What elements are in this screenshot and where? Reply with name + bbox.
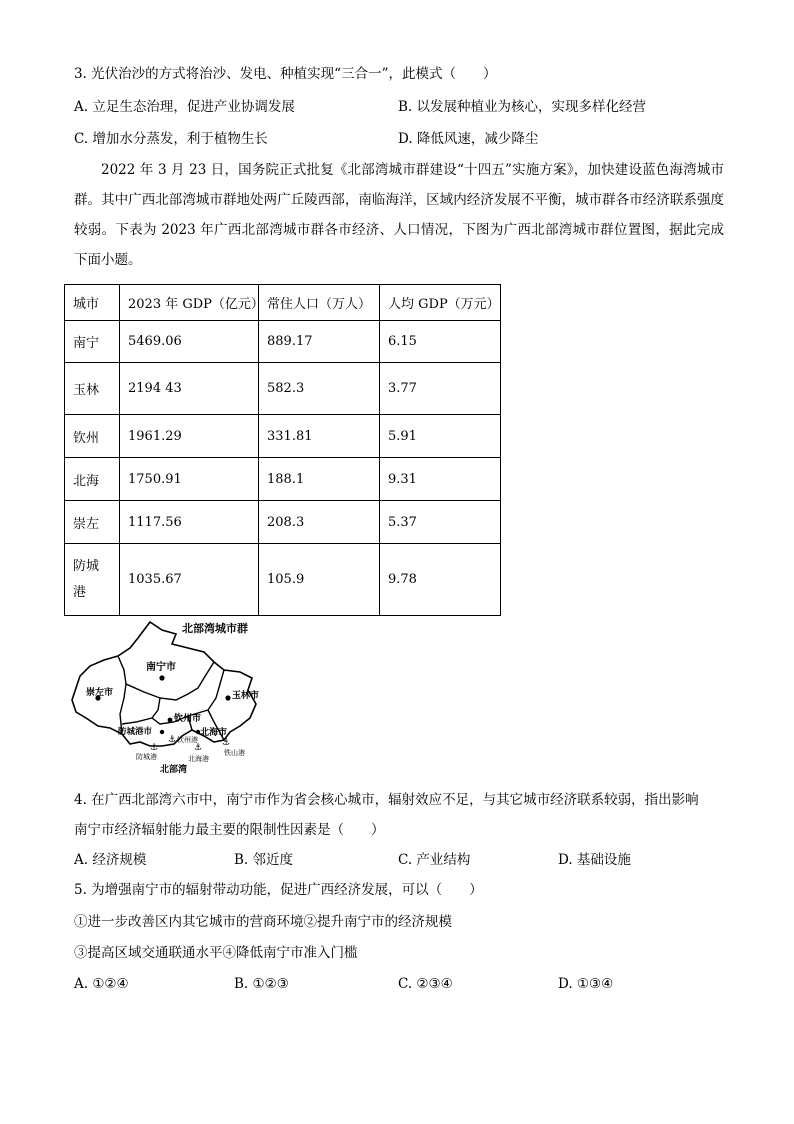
map-svg — [64, 618, 294, 776]
table-cell-gdp: 5469.06 — [120, 321, 259, 363]
intro-paragraph — [74, 155, 724, 275]
table-cell-city: 玉林 — [65, 363, 120, 415]
table-row — [65, 544, 501, 616]
label-beihai-port: 北海港 — [188, 755, 209, 763]
q3-option-b: B. 以发展种植业为核心，实现多样化经营 — [398, 99, 647, 115]
table-cell-per-capita: 9.78 — [380, 544, 501, 616]
table-cell-gdp: 1117.56 — [120, 501, 259, 544]
table-cell-per-capita: 5.37 — [380, 501, 501, 544]
table-cell-per-capita: 5.91 — [380, 415, 501, 458]
table-cell-city: 钦州 — [65, 415, 120, 458]
q5-option-c: C. ②③④ — [398, 976, 453, 992]
table-cell-gdp: 2194 43 — [120, 363, 259, 415]
table-cell-gdp: 1035.67 — [120, 544, 259, 616]
region-outline — [72, 622, 256, 746]
table-header-per-capita: 人均 GDP（万元） — [380, 285, 501, 321]
q4-option-a: A. 经济规模 — [74, 852, 147, 868]
table-row — [65, 363, 501, 415]
q5-option-a: A. ①②④ — [74, 976, 129, 992]
city-dot-yulin — [225, 695, 230, 700]
table-cell-population: 582.3 — [259, 363, 380, 415]
table-row — [65, 415, 501, 458]
q3-option-c: C. 增加水分蒸发，利于植物生长 — [74, 131, 268, 147]
city-dot-qinzhou — [168, 718, 173, 723]
anchor-icon: ⚓ — [194, 743, 203, 753]
anchor-icon: ⚓ — [150, 743, 159, 753]
city-dot-fangchenggang — [160, 730, 164, 734]
q5-option-b: B. ①②③ — [234, 976, 289, 992]
table-cell-per-capita: 6.15 — [380, 321, 501, 363]
anchor-icon: ⚓ — [168, 735, 177, 745]
label-fangchenggang: 防城港市 — [118, 727, 153, 737]
table-cell-city: 防城港 — [65, 544, 120, 616]
table-header-city: 城市 — [65, 285, 120, 321]
table-header-row — [65, 285, 501, 321]
label-tieshan-port: 铁山港 — [224, 749, 245, 757]
table-cell-per-capita: 9.31 — [380, 458, 501, 501]
label-qinzhou: 钦州市 — [174, 714, 202, 724]
intro-text: 2022 年 3 月 23 日，国务院正式批复《北部湾城市群建设“十四五”实施方案》，加快建设蓝色海湾城市群。其中广西北部湾城市群地处两广丘陵西部，南临海洋，区域内经济发展不平衡，城市群各市经济联系强度较弱。下表为 2023 年广西北部湾城市群各市经济、人口情况，下图为广西北部湾城市群位置图，据此完成下面小题。 — [74, 162, 724, 268]
label-fangcheng-port: 防城港 — [136, 753, 157, 761]
q3-option-d: D. 降低风速，减少降尘 — [398, 131, 539, 147]
q4-option-b: B. 邻近度 — [234, 852, 294, 868]
table-row — [65, 501, 501, 544]
q4-stem-line-2: 南宁市经济辐射能力最主要的限制性因素是（ ） — [74, 822, 385, 838]
label-sea: 北部湾 — [160, 765, 188, 775]
city-dot-nanning — [159, 675, 164, 680]
label-nanning: 南宁市 — [146, 662, 176, 673]
q3-option-a: A. 立足生态治理，促进产业协调发展 — [74, 99, 295, 115]
q4-stem-line-1: 4. 在广西北部湾六市中，南宁市作为省会核心城市，辐射效应不足，与其它城市经济联系较弱，指出影响 — [74, 792, 699, 808]
table-cell-gdp: 1961.29 — [120, 415, 259, 458]
q4-option-c: C. 产业结构 — [398, 852, 471, 868]
beibu-gulf-map — [64, 618, 294, 776]
label-beihai: 北海市 — [200, 728, 228, 738]
q3-stem: 3. 光伏治沙的方式将治沙、发电、种植实现“三合一”，此模式（ ） — [74, 66, 497, 82]
table-cell-population: 889.17 — [259, 321, 380, 363]
table-cell-gdp: 1750.91 — [120, 458, 259, 501]
table-cell-per-capita: 3.77 — [380, 363, 501, 415]
table-row — [65, 458, 501, 501]
label-yulin: 玉林市 — [232, 691, 260, 701]
q5-items-line-1: ①进一步改善区内其它城市的营商环境②提升南宁市的经济规模 — [74, 914, 452, 930]
label-chongzuo: 崇左市 — [86, 688, 114, 698]
label-qinzhou-port: 钦州港 — [177, 736, 198, 744]
q5-stem: 5. 为增强南宁市的辐射带动功能，促进广西经济发展，可以（ ） — [74, 882, 483, 898]
table-cell-city: 崇左 — [65, 501, 120, 544]
city-data-table — [64, 284, 501, 616]
q4-option-d: D. 基础设施 — [558, 852, 631, 868]
table-cell-population: 105.9 — [259, 544, 380, 616]
anchor-icon: ⚓ — [222, 738, 231, 748]
table-header-population: 常住人口（万人） — [259, 285, 380, 321]
q5-option-d: D. ①③④ — [558, 976, 614, 992]
map-title: 北部湾城市群 — [182, 622, 248, 635]
table-row — [65, 321, 501, 363]
table-cell-population: 331.81 — [259, 415, 380, 458]
table-cell-city: 南宁 — [65, 321, 120, 363]
table-cell-population: 208.3 — [259, 501, 380, 544]
table-header-gdp: 2023 年 GDP（亿元） — [120, 285, 259, 321]
table-cell-population: 188.1 — [259, 458, 380, 501]
table-cell-city: 北海 — [65, 458, 120, 501]
q5-items-line-2: ③提高区域交通联通水平④降低南宁市准入门槛 — [74, 945, 358, 961]
